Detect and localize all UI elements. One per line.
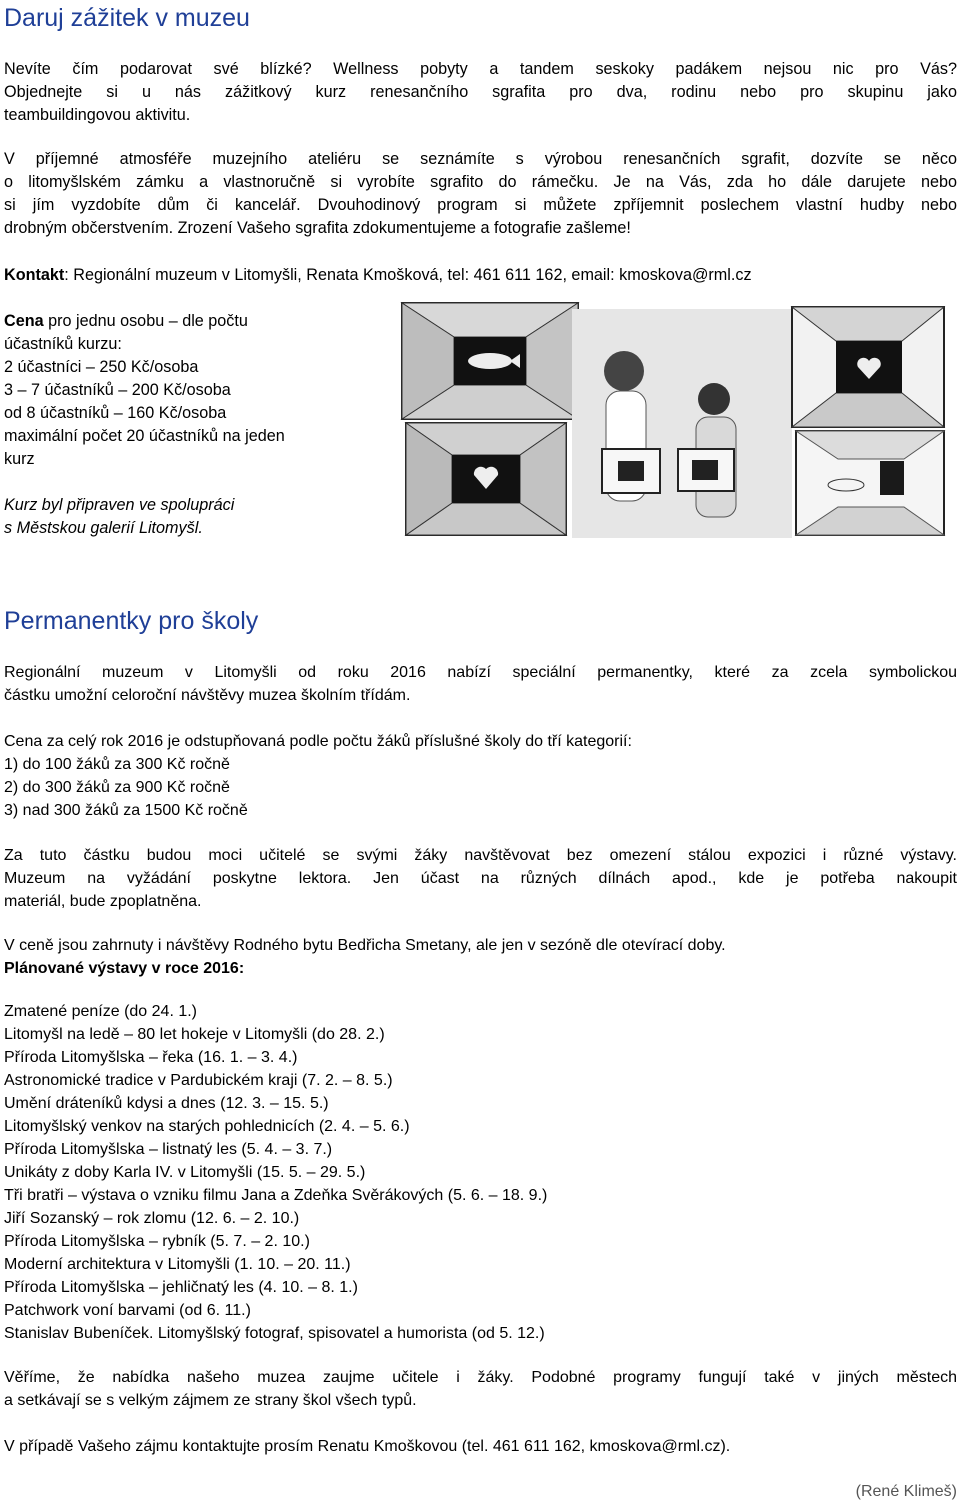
- list-item: Litomyšl na ledě – 80 let hokeje v Litomyšli (do 28. 2.): [4, 1026, 385, 1043]
- price-line: 3 – 7 účastníků – 200 Kč/osoba: [4, 381, 231, 399]
- section2-contact: [4, 1435, 957, 1458]
- text-line: V případě Vašeho zájmu kontaktujte prosím Renatu Kmoškovou (tel. 461 611 162, kmoskova@rml.cz).: [4, 1438, 731, 1455]
- list-item: Unikáty z doby Karla IV. v Litomyšli (15. 5. – 29. 5.): [4, 1164, 366, 1181]
- list-item: Příroda Litomyšlska – řeka (16. 1. – 3. 4.): [4, 1049, 298, 1066]
- list-item: Příroda Litomyšlska – rybník (5. 7. – 2. 10.): [4, 1233, 310, 1250]
- section2-intro: [4, 661, 957, 707]
- text-line: drobným občerstvením. Zrození Vašeho sgrafita zdokumentujeme a fotografie zašleme!: [4, 219, 631, 237]
- section2-closing: [4, 1366, 957, 1412]
- frame-bottom-left: [406, 423, 566, 535]
- price-line: 2 účastníci – 250 Kč/osoba: [4, 358, 199, 376]
- text-line: V ceně jsou zahrnuty i návštěvy Rodného bytu Bedřicha Smetany, ale jen v sezóně dle otevírací doby.: [4, 937, 726, 954]
- contact-label: Kontakt: [4, 266, 65, 284]
- price-line: kurz: [4, 450, 35, 468]
- section2-smetana: [4, 934, 957, 980]
- contact-text: : Regionální muzeum v Litomyšli, Renata Kmošková, tel: 461 611 162, email: kmoskova@rml.cz: [64, 266, 752, 284]
- note-line: s Městskou galerií Litomyšl.: [4, 519, 203, 537]
- text-line: částku umožní celoroční návštěvy muzea školním třídám.: [4, 687, 411, 704]
- list-item: Tři bratři – výstava o vzniku filmu Jana a Zdeňka Svěrákových (5. 6. – 18. 9.): [4, 1187, 548, 1204]
- text-line: Muzeum na vyžádání poskytne lektora. Jen účast na různých dílnách apod., kde je potřeba nakoupit: [4, 870, 957, 887]
- frame-bottom-right: [796, 431, 944, 535]
- text-line: 3) nad 300 žáků za 1500 Kč ročně: [4, 802, 248, 819]
- section1-body: [4, 148, 957, 240]
- price-line: účastníků kurzu:: [4, 335, 122, 353]
- text-line: Objednejte si u nás zážitkový kurz renesančního sgrafita pro dva, rodinu nebo pro skupinu jako: [4, 83, 957, 101]
- frame-top-left: [402, 303, 578, 419]
- sgrafito-photo: [396, 299, 950, 538]
- section2-teachers: [4, 844, 957, 913]
- text-line: Nevíte čím podarovat své blízké? Wellness pobyty a tandem seskoky padákem nejsou nic pro Vás?: [4, 60, 957, 78]
- price-label: Cena: [4, 312, 44, 330]
- section1-title: Daruj zážitek v muzeu: [4, 4, 250, 32]
- list-item: Umění dráteníků kdysi a dnes (12. 3. – 15. 5.): [4, 1095, 329, 1112]
- text-line: Věříme, že nabídka našeho muzea zaujme učitele i žáky. Podobné programy fungují také v jiných městech: [4, 1369, 957, 1386]
- author-name: (René Klimeš): [855, 1483, 957, 1500]
- exhibitions-list: [4, 1000, 957, 1345]
- list-item: Astronomické tradice v Pardubickém kraji (7. 2. – 8. 5.): [4, 1072, 393, 1089]
- author-credit: [4, 1480, 957, 1503]
- text-line: 1) do 100 žáků za 300 Kč ročně: [4, 756, 230, 773]
- photo-illustration: [396, 299, 950, 538]
- list-item: Zmatené peníze (do 24. 1.): [4, 1003, 197, 1020]
- text-line: si jím vyzdobíte dům či kancelář. Dvouhodinový program si můžete zpříjemnit poslechem vlastní hudby nebo: [4, 196, 957, 214]
- frame-top-right: [792, 307, 944, 427]
- price-line: maximální počet 20 účastníků na jeden: [4, 427, 285, 445]
- list-item: Patchwork voní barvami (od 6. 11.): [4, 1302, 251, 1319]
- text-line: teambuildingovou aktivitu.: [4, 106, 191, 124]
- list-item: Jiří Sozanský – rok zlomu (12. 6. – 2. 10.): [4, 1210, 300, 1227]
- text-line: 2) do 300 žáků za 900 Kč ročně: [4, 779, 230, 796]
- text-line: Za tuto částku budou moci učitelé se svými žáky navštěvovat bez omezení stálou expozici i různé výstavy.: [4, 847, 957, 864]
- price-line: od 8 účastníků – 160 Kč/osoba: [4, 404, 227, 422]
- text-line: Cena za celý rok 2016 je odstupňovaná podle počtu žáků příslušné školy do tří kategorií:: [4, 733, 632, 750]
- list-item: Moderní architektura v Litomyšli (1. 10. – 20. 11.): [4, 1256, 351, 1273]
- section2-title: Permanentky pro školy: [4, 607, 259, 635]
- list-item: Stanislav Bubeníček. Litomyšlský fotograf, spisovatel a humorista (od 5. 12.): [4, 1325, 545, 1342]
- list-item: Litomyšlský venkov na starých pohlednicích (2. 4. – 5. 6.): [4, 1118, 410, 1135]
- text-line: a setkávají se s velkým zájmem ze strany škol všech typů.: [4, 1392, 417, 1409]
- text-line: materiál, bude zpoplatněna.: [4, 893, 202, 910]
- note-line: Kurz byl připraven ve spolupráci: [4, 496, 235, 514]
- people: [572, 309, 792, 538]
- list-item: Příroda Litomyšlska – listnatý les (5. 4. – 3. 7.): [4, 1141, 333, 1158]
- exhibitions-heading: Plánované výstavy v roce 2016:: [4, 960, 245, 977]
- contact-line: [4, 264, 957, 287]
- text-line: V příjemné atmosféře muzejního ateliéru se seznámíte s výrobou renesančních sgrafit, dozvíte se něco: [4, 150, 957, 168]
- price-column: [4, 310, 384, 540]
- price-line: pro jednu osobu – dle počtu: [43, 312, 248, 330]
- list-item: Příroda Litomyšlska – jehličnatý les (4. 10. – 8. 1.): [4, 1279, 358, 1296]
- section2-prices: [4, 730, 957, 822]
- section1-intro: [4, 58, 957, 127]
- text-line: o litomyšlském zámku a vlastnoručně si vyrobíte sgrafito do rámečku. Je na Vás, zda ho dále darujete nebo: [4, 173, 957, 191]
- text-line: Regionální muzeum v Litomyšli od roku 2016 nabízí speciální permanentky, které za zcela symbolickou: [4, 664, 957, 681]
